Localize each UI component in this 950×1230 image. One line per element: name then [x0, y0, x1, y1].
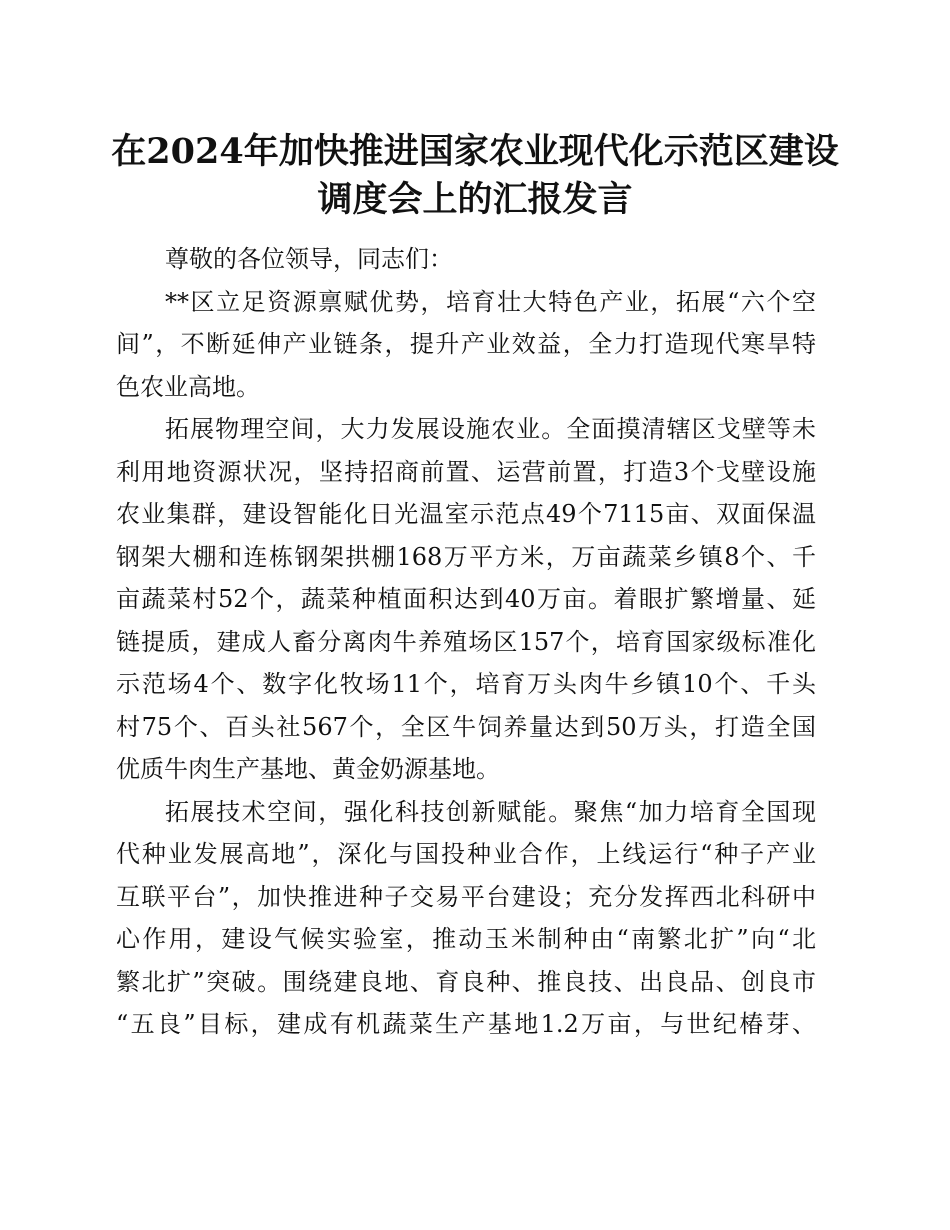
paragraph-line: 钢架大棚和连栋钢架拱棚168万平方米，万亩蔬菜乡镇8个、千 — [116, 542, 816, 571]
paragraph-line: 心作用，建设气候实验室，推动玉米制种由“南繁北扩”向“北 — [116, 925, 816, 953]
paragraph-line: 农业集群，建设智能化日光温室示范点49个7115亩、双面保温 — [116, 500, 816, 528]
title-line-2: 调度会上的汇报发言 — [317, 179, 633, 220]
paragraph-line: 繁北扩”突破。围绕建良地、育良种、推良技、出良品、创良市 — [116, 967, 816, 996]
paragraph-line: 利用地资源状况，坚持招商前置、运营前置，打造3个戈壁设施 — [116, 457, 816, 486]
paragraph-line: 拓展物理空间，大力发展设施农业。全面摸清辖区戈壁等未 — [165, 415, 816, 443]
paragraph-line: 互联平台”，加快推进种子交易平台建设；充分发挥西北科研中 — [116, 882, 816, 911]
paragraph-line: 间”，不断延伸产业链条，提升产业效益，全力打造现代寒旱特 — [116, 330, 816, 358]
paragraph-line: 链提质，建成人畜分离肉牛养殖场区157个，培育国家级标准化 — [116, 627, 816, 656]
paragraph-line: 优质牛肉生产基地、黄金奶源基地。 — [116, 755, 500, 783]
paragraph-line: 拓展技术空间，强化科技创新赋能。聚焦“加力培育全国现 — [165, 797, 816, 826]
paragraph-line: **区立足资源禀赋优势，培育壮大特色产业，拓展“六个空 — [165, 287, 816, 316]
intro-paragraph — [116, 281, 816, 409]
title-line-1: 在2024年加快推进国家农业现代化示范区建设 — [111, 131, 839, 172]
paragraph-line: 村75个、百头社567个，全区牛饲养量达到50万头，打造全国 — [116, 712, 816, 741]
document-body — [116, 238, 816, 1046]
physical-space-paragraph — [116, 408, 816, 791]
document-title — [100, 128, 850, 224]
paragraph-line: 代种业发展高地”，深化与国投种业合作，上线运行“种子产业 — [116, 840, 816, 868]
paragraph-line: 色农业高地。 — [116, 372, 260, 401]
paragraph-line: 亩蔬菜村52个，蔬菜种植面积达到40万亩。着眼扩繁增量、延 — [116, 585, 816, 613]
paragraph-line: “五良”目标，建成有机蔬菜生产基地1.2万亩，与世纪椿芽、 — [116, 1010, 816, 1038]
salutation: 尊敬的各位领导，同志们： — [165, 245, 453, 273]
salutation-paragraph — [116, 238, 816, 281]
paragraph-line: 示范场4个、数字化牧场11个，培育万头肉牛乡镇10个、千头 — [116, 670, 816, 698]
technology-space-paragraph — [116, 791, 816, 1046]
